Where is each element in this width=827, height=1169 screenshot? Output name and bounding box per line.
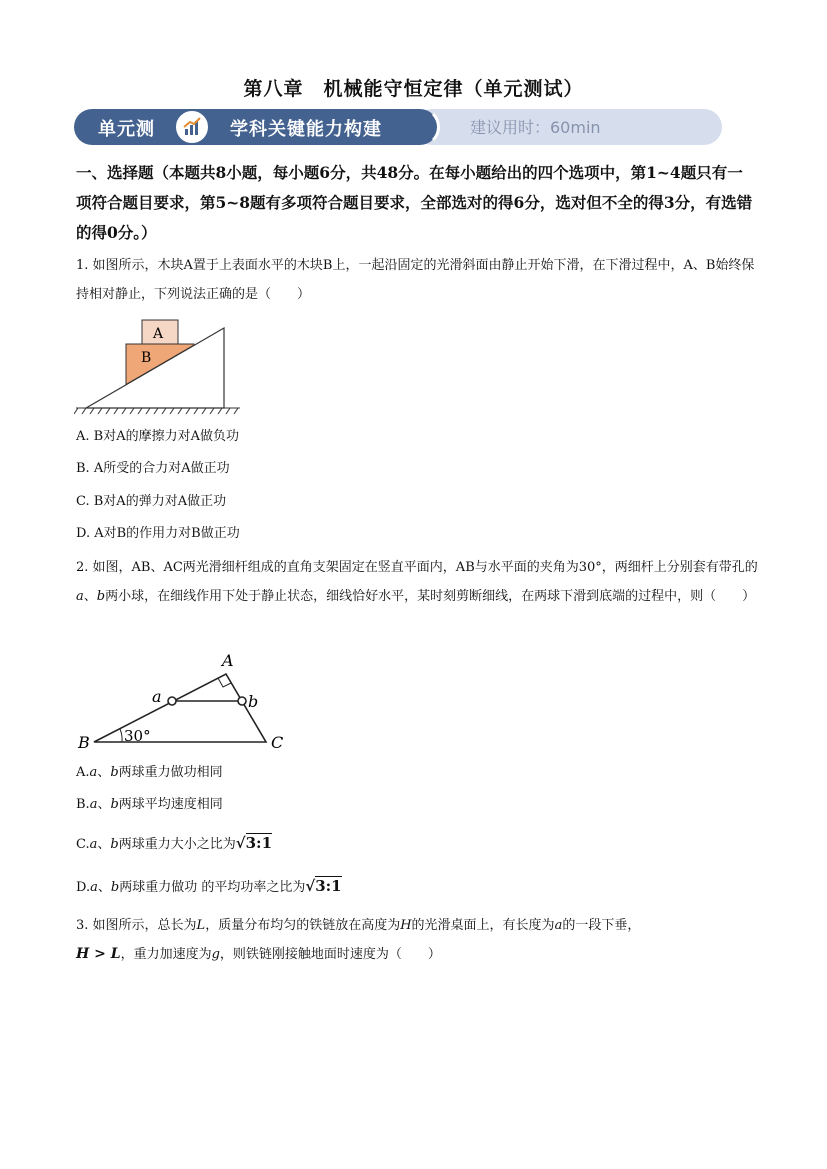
option-letter: D.: [76, 880, 91, 895]
var-b: b: [110, 880, 120, 895]
option-text: 两球重力做功 的平均功率之比为: [119, 880, 306, 895]
label-b: b: [248, 692, 259, 711]
stem-part: ，重力加速度为: [120, 947, 212, 962]
stem-part: 的光滑桌面上，有长度为: [411, 918, 555, 933]
stem-part: 3. 如图所示，总长为: [76, 918, 197, 933]
var-b: b: [96, 589, 106, 604]
var-a: a: [554, 918, 563, 933]
section-banner: [74, 107, 654, 149]
var-a: a: [90, 880, 98, 895]
stem-part: ，则铁链刚接触地面时速度为（ ）: [219, 947, 441, 962]
chart-icon: [174, 109, 210, 145]
var-g: g: [211, 947, 220, 962]
var-H: H: [400, 918, 412, 933]
option-text: 两球重力做功相同: [118, 765, 223, 780]
label-A: A: [222, 652, 234, 670]
question-1-option-a[interactable]: A. B对A的摩擦力对A做负功: [76, 429, 239, 444]
var-L: L: [196, 918, 206, 933]
stem-part: 2. 如图，AB、AC两光滑细杆组成的直角支架固定在竖直平面内，AB与水平面的夹角为30°，两细杆上分别套有带孔的: [76, 560, 758, 575]
option-letter: C.: [76, 837, 90, 852]
var-a: a: [89, 797, 98, 812]
banner-subject-label: 学科关键能力构建: [230, 119, 382, 140]
var-b: b: [110, 765, 119, 780]
option-text: 两球平均速度相同: [118, 797, 223, 812]
question-3-stem: [76, 911, 766, 969]
question-2-option-d[interactable]: D.a、b两球重力做功 的平均功率之比为√3:1: [76, 877, 342, 895]
ratio-value: 3:1: [245, 834, 273, 852]
ball-b: [238, 697, 246, 705]
right-angle-frame: [94, 674, 266, 742]
label-a: a: [152, 687, 162, 706]
condition-h-gt-l: H > L: [76, 946, 121, 962]
sqrt-sign-icon: √: [235, 834, 246, 852]
question-1-figure: [74, 312, 244, 416]
ratio-value: 3:1: [315, 877, 342, 895]
banner-time-label: 建议用时：60min: [470, 118, 601, 137]
var-b: b: [110, 797, 119, 812]
var-a: a: [76, 589, 84, 604]
separator: 、: [83, 589, 97, 604]
stem-part: ，质量分布均匀的铁链放在高度为: [205, 918, 401, 933]
option-letter: A.: [76, 765, 90, 780]
question-2-figure: [76, 652, 296, 754]
ground-hatching: [74, 408, 240, 414]
question-1-stem: 1. 如图所示，木块A置于上表面水平的木块B上，一起沿固定的光滑斜面由静止开始下滑，在下滑过程中，A、B始终保持相对静止，下列说法正确的是（ ）: [76, 258, 755, 302]
question-2-stem: [76, 553, 766, 611]
sqrt-ratio: [305, 876, 341, 895]
question-1-option-b[interactable]: B. A所受的合力对A做正功: [76, 461, 230, 476]
option-text: 两球重力大小之比为: [118, 837, 236, 852]
page-title: 第八章 机械能守恒定律（单元测试）: [243, 78, 584, 100]
banner-unit-test-label: 单元测: [98, 119, 155, 140]
question-1-option-c[interactable]: C. B对A的弹力对A做正功: [76, 494, 227, 509]
label-a: A: [153, 326, 164, 342]
question-2-option-c[interactable]: C.a、b两球重力大小之比为√3:1: [76, 834, 273, 852]
angle-arc: [120, 729, 122, 742]
question-2-option-b[interactable]: B.a、b两球平均速度相同: [76, 797, 223, 812]
label-angle: 30°: [124, 727, 151, 745]
question-2-option-a[interactable]: A.a、b两球重力做功相同: [76, 765, 223, 780]
label-B: B: [78, 733, 90, 752]
question-1-option-d[interactable]: D. A对B的作用力对B做正功: [76, 526, 240, 541]
label-C: C: [271, 733, 284, 752]
label-b: B: [141, 350, 152, 366]
var-a: a: [89, 765, 98, 780]
sqrt-ratio: [236, 833, 272, 852]
var-b: b: [110, 837, 119, 852]
stem-part: 两小球，在细线作用下处于静止状态，细线恰好水平，某时刻剪断细线，在两球下滑到底端的过程中，则（ ）: [105, 589, 756, 604]
section-heading: 一、选择题（本题共8小题，每小题6分，共48分。在每小题给出的四个选项中，第1~4题只有一项符合题目要求，第5~8题有多项符合题目要求，全部选对的得6分，选对但不全的得3分，有选错的得0分。）: [76, 163, 753, 242]
ball-a: [168, 697, 176, 705]
var-a: a: [89, 837, 98, 852]
option-letter: B.: [76, 797, 90, 812]
sqrt-sign-icon: √: [305, 877, 316, 895]
stem-part: 的一段下垂，: [562, 918, 641, 933]
